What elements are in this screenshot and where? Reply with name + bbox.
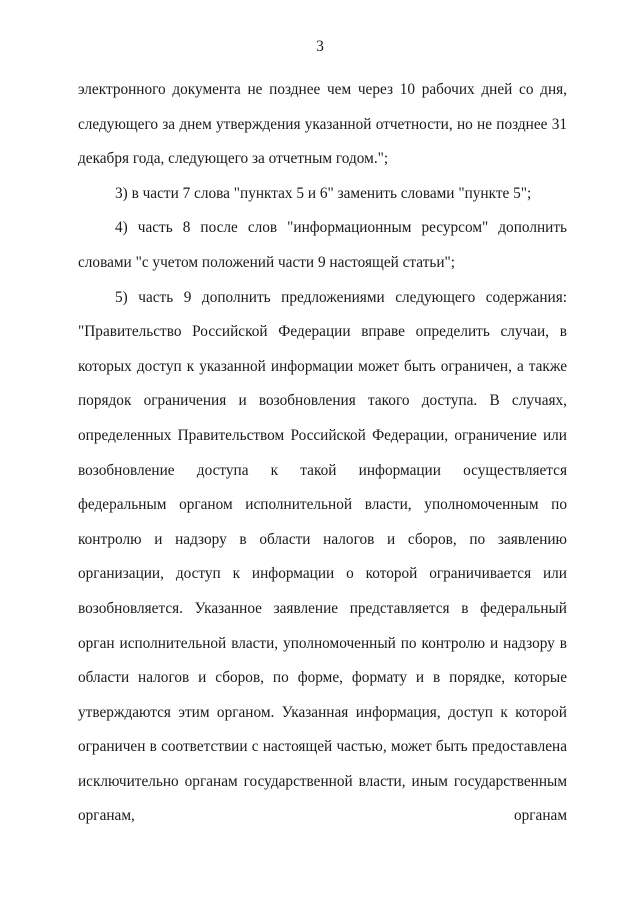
paragraph: 5) часть 9 дополнить предложениями следующего содержания: "Правительство Российской Федерации вправе определить случаи, в которых доступ к указанной информации может быть ограничен, а также порядок ограничения и возобновления такого доступа. В случаях, определенных Правительством Российской Федерации, ограничение или возобновление доступа к такой информации осуществляется федеральным органом исполнительной власти, уполномоченным по контролю и надзору в области налогов и сборов, по заявлению организации, доступ к информации о которой ограничивается или возобновляется. Указанное заявление представляется в федеральный орган исполнительной власти, уполномоченный по контролю и надзору в области налогов и сборов, по форме, формату и в порядке, которые утверждаются этим органом. Указанная информация, доступ к которой ограничен в соответствии с настоящей частью, может быть предоставлена исключительно органам государственной власти, иным государственным органам, органам	[78, 288, 567, 825]
paragraph: 4) часть 8 после слов "информационным ресурсом" дополнить словами "с учетом положений части 9 настоящей статьи";	[78, 219, 567, 271]
document-body	[78, 73, 567, 834]
paragraph: 3) в части 7 слова "пунктах 5 и 6" заменить словами "пункте 5";	[115, 184, 532, 202]
paragraph: электронного документа не позднее чем через 10 рабочих дней со дня, следующего за днем утверждения указанной отчетности, но не позднее 31 декабря года, следующего за отчетным годом.";	[78, 81, 567, 168]
page-number: 3	[316, 38, 324, 55]
